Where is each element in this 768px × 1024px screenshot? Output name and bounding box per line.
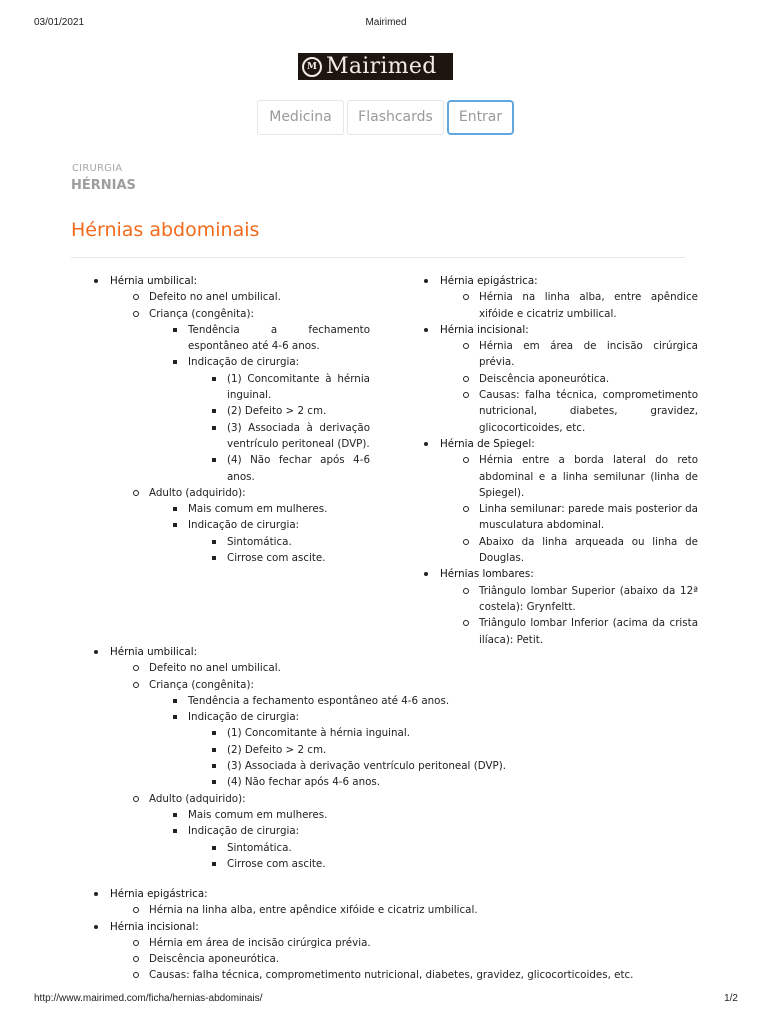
incisional-heading: Hérnia incisional: (110, 920, 199, 933)
list-item-text: (1) Concomitante à hérnia inguinal. (227, 372, 370, 402)
list-item (402, 273, 698, 322)
list-item (110, 902, 698, 918)
left-column (72, 273, 370, 566)
list-item (188, 534, 370, 550)
list-item (110, 660, 698, 676)
list-item (188, 403, 370, 419)
list-item-text: Adulto (adquirido): (149, 792, 246, 805)
nav-flashcards-button[interactable]: Flashcards (347, 100, 444, 135)
epigastrica-heading: Hérnia epigástrica: (440, 275, 538, 287)
list-item-text: Deiscência aponeurótica. (479, 372, 610, 385)
list-item (188, 856, 698, 872)
list-item-text: Cirrose com ascite. (227, 552, 326, 565)
full-width-epigastrica-section (72, 886, 698, 984)
list-item-text: Hérnia na linha alba, entre apêndice xifóide e cicatriz umbilical. (479, 291, 698, 320)
list-item-text: Adulto (adquirido): (149, 486, 246, 499)
list-item-text: Abaixo da linha arqueada ou linha de Douglas. (479, 535, 698, 565)
list-item (110, 289, 370, 305)
list-item-text: Causas: falha técnica, comprometimento nutricional, diabetes, gravidez, glicocorticoides, etc. (479, 389, 698, 434)
list-item (149, 354, 370, 484)
title-divider (71, 257, 685, 258)
list-item (188, 452, 370, 485)
list-item (110, 677, 698, 791)
list-item-text: (3) Associada à derivação ventrículo peritoneal (DVP). (227, 760, 507, 773)
spiegel-heading: Hérnia de Spiegel: (440, 437, 535, 450)
list-item-text: (1) Concomitante à hérnia inguinal. (227, 727, 410, 740)
list-item (188, 840, 698, 856)
list-item-text: Deiscência aponeurótica. (149, 953, 280, 966)
list-item (149, 823, 698, 872)
list-item (72, 273, 370, 566)
list-item-text: Sintomática. (227, 535, 292, 548)
list-item (188, 550, 370, 566)
list-item-text: Hérnia entre a borda lateral do reto abdominal e a linha semilunar (linha de Spiegel). (479, 454, 698, 499)
umbilical-heading: Hérnia umbilical: (110, 275, 198, 287)
list-item (110, 967, 698, 983)
list-item-text: Criança (congênita): (149, 678, 254, 691)
list-item (149, 517, 370, 566)
list-item-text: Criança (congênita): (149, 307, 254, 320)
print-header (34, 17, 738, 31)
print-title: Mairimed (365, 17, 407, 28)
list-item-text: Mais comum em mulheres. (188, 808, 328, 821)
list-item-text: (4) Não fechar após 4-6 anos. (227, 776, 381, 789)
full-width-umbilical-section (72, 644, 698, 872)
list-item-text: Tendência a fechamento espontâneo até 4-6 anos. (188, 323, 370, 353)
epigastrica-heading: Hérnia epigástrica: (110, 888, 208, 900)
nav-medicina-button[interactable]: Medicina (257, 100, 344, 135)
list-item-text: Hérnia em área de incisão cirúrgica prévia. (479, 340, 698, 369)
list-item (149, 807, 698, 823)
list-item (440, 583, 698, 616)
list-item (110, 951, 698, 967)
site-logo[interactable] (298, 53, 453, 80)
list-item-text: Causas: falha técnica, comprometimento nutricional, diabetes, gravidez, glicocorticoides, etc. (149, 969, 634, 982)
list-item (440, 534, 698, 567)
incisional-heading: Hérnia incisional: (440, 323, 529, 336)
list-item (72, 644, 698, 872)
list-item-text: (2) Defeito > 2 cm. (227, 405, 327, 418)
logo-emblem-icon: M (302, 57, 322, 77)
list-item-text: Hérnia na linha alba, entre apêndice xifóide e cicatriz umbilical. (149, 904, 478, 917)
list-item (188, 774, 698, 790)
list-item-text: (2) Defeito > 2 cm. (227, 743, 327, 756)
logo-name: Mairimed (326, 54, 437, 79)
list-item (440, 501, 698, 534)
list-item (402, 322, 698, 436)
list-item-text: Indicação de cirurgia: (188, 519, 300, 532)
print-page-number: 1/2 (724, 993, 738, 1004)
print-footer (34, 993, 738, 1007)
list-item (110, 485, 370, 566)
print-date: 03/01/2021 (34, 17, 85, 28)
list-item-text: Sintomática. (227, 841, 292, 854)
list-item (149, 709, 698, 790)
list-item-text: Triângulo lombar Superior (abaixo da 12ª costela): Grynfeltt. (479, 584, 698, 613)
list-item-text: Defeito no anel umbilical. (149, 291, 281, 304)
right-column (402, 273, 698, 648)
list-item (440, 338, 698, 371)
list-item (110, 791, 698, 872)
list-item (440, 615, 698, 648)
list-item (440, 371, 698, 387)
list-item-text: (4) Não fechar após 4-6 anos. (227, 454, 370, 483)
list-item (188, 725, 698, 741)
list-item-text: Linha semilunar: parede mais posterior da musculatura abdominal. (479, 503, 698, 532)
lombares-heading: Hérnias lombares: (440, 568, 534, 581)
list-item-text: Tendência a fechamento espontâneo até 4-6 anos. (188, 694, 450, 707)
list-item (402, 436, 698, 566)
list-item-text: Indicação de cirurgia: (188, 825, 300, 838)
list-item-text: Hérnia em área de incisão cirúrgica prévia. (149, 936, 371, 949)
list-item (149, 501, 370, 517)
list-item (188, 420, 370, 453)
list-item (188, 371, 370, 404)
list-item-text: Cirrose com ascite. (227, 857, 326, 870)
list-item-text: Mais comum em mulheres. (188, 503, 328, 516)
list-item (440, 452, 698, 501)
list-item-text: Defeito no anel umbilical. (149, 662, 281, 675)
list-item (440, 289, 698, 322)
list-item (188, 758, 698, 774)
list-item-text: Indicação de cirurgia: (188, 356, 300, 369)
category-label[interactable]: CIRURGIA (72, 163, 123, 174)
login-button[interactable]: Entrar (447, 100, 514, 135)
list-item (72, 886, 698, 919)
list-item (402, 566, 698, 647)
umbilical-heading: Hérnia umbilical: (110, 646, 198, 658)
list-item (110, 935, 698, 951)
subject-label[interactable]: HÉRNIAS (71, 178, 136, 193)
list-item (72, 919, 698, 984)
list-item (110, 306, 370, 485)
list-item (440, 387, 698, 436)
list-item (149, 322, 370, 355)
list-item (188, 742, 698, 758)
list-item-text: (3) Associada à derivação ventrículo peritoneal (DVP). (227, 421, 370, 450)
page-title: Hérnias abdominais (71, 219, 260, 241)
list-item-text: Triângulo lombar Inferior (acima da crista ilíaca): Petit. (479, 617, 698, 646)
list-item-text: Indicação de cirurgia: (188, 711, 300, 724)
print-url: http://www.mairimed.com/ficha/hernias-abdominais/ (34, 993, 263, 1004)
list-item (149, 693, 698, 709)
